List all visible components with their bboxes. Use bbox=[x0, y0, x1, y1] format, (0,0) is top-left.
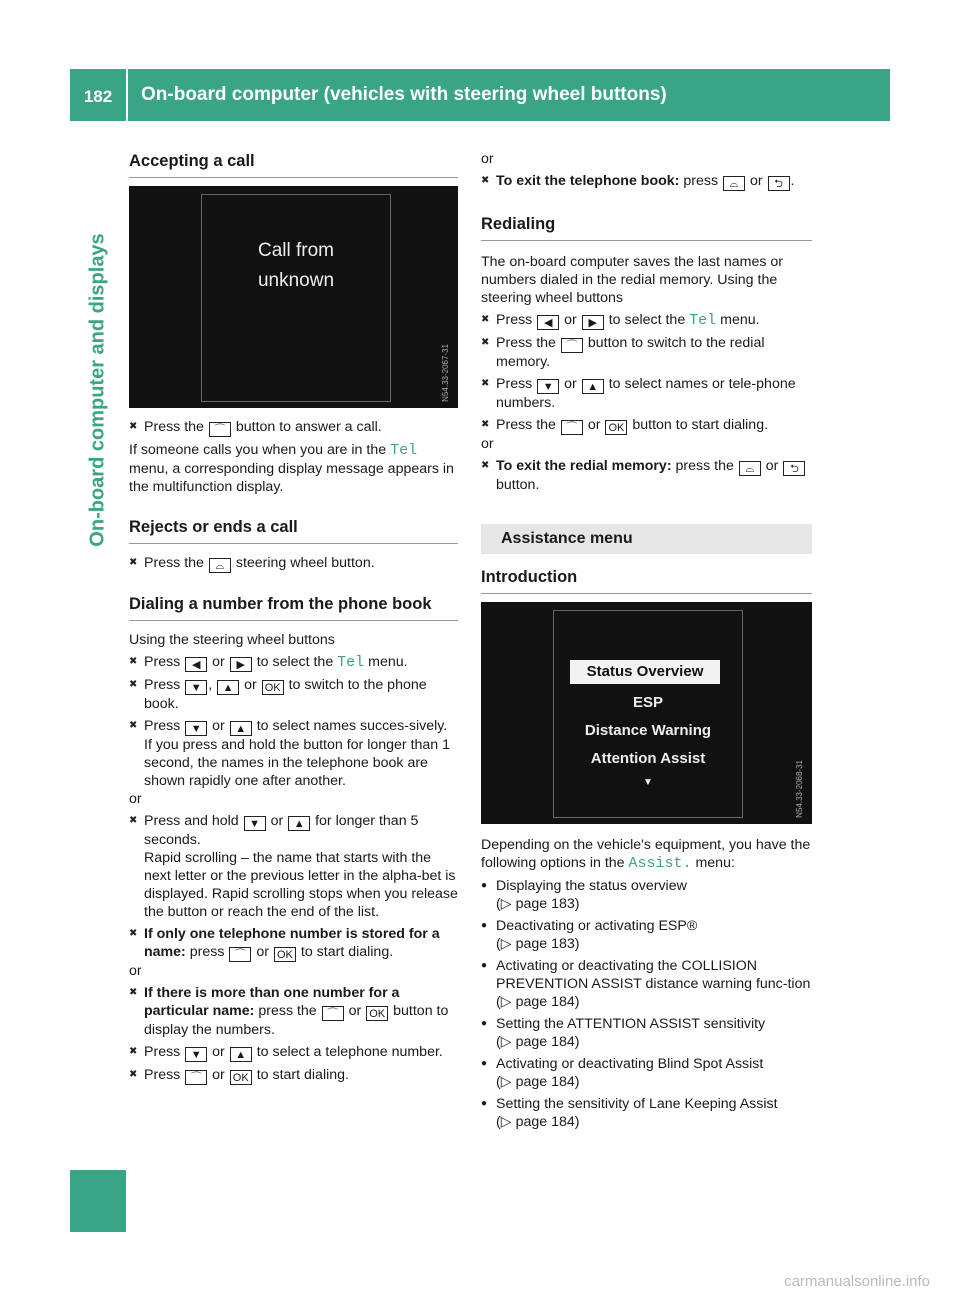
right-key-icon: ▶ bbox=[582, 315, 604, 330]
step: ✖ Press the ⌓ steering wheel button. bbox=[129, 554, 458, 573]
step: ✖ Press ◀ or ▶ to select the Tel menu. bbox=[129, 653, 458, 672]
paragraph: If someone calls you when you are in the Tel menu, a corresponding display message appears in the multifunction display. bbox=[129, 442, 454, 495]
list-item: ● Activating or deactivating the COLLISION PREVENTION ASSIST distance warning func-tion (▷ page 184) bbox=[481, 957, 812, 1011]
step: ✖ Press and hold ▼ or ▲ for longer than 5 seconds. bbox=[129, 812, 458, 849]
down-key-icon: ▼ bbox=[244, 816, 266, 831]
down-key-icon: ▼ bbox=[537, 379, 559, 394]
back-key-icon: ⮌ bbox=[783, 461, 805, 476]
ok-key-icon: OK bbox=[230, 1070, 252, 1085]
ok-key-icon: OK bbox=[262, 680, 284, 695]
footer-watermark: carmanualsonline.info bbox=[784, 1273, 930, 1290]
sidebar-marker bbox=[70, 1170, 126, 1232]
or-text: or bbox=[481, 151, 494, 167]
ok-key-icon: OK bbox=[366, 1006, 388, 1021]
step: ✖ If only one telephone number is stored for a name: press ⌒ or OK to start dialing. bbox=[129, 925, 458, 962]
left-key-icon: ◀ bbox=[185, 657, 207, 672]
left-key-icon: ◀ bbox=[537, 315, 559, 330]
step: ✖ Press ▼ or ▲ to select a telephone number. bbox=[129, 1043, 458, 1062]
down-key-icon: ▼ bbox=[185, 721, 207, 736]
phone-key-icon: ⌒ bbox=[561, 420, 583, 435]
or-text: or bbox=[129, 791, 142, 807]
page-title: On-board computer (vehicles with steering wheel buttons) bbox=[141, 84, 667, 105]
phone-key-icon: ⌒ bbox=[185, 1070, 207, 1085]
menu-item: Attention Assist bbox=[590, 750, 706, 767]
display-line-2: unknown bbox=[257, 270, 335, 291]
display-frame bbox=[201, 194, 391, 402]
hangup-key-icon: ⌓ bbox=[723, 176, 745, 191]
step: ✖ If there is more than one number for a particular name: press the ⌒ or OK button to display the numbers. bbox=[129, 984, 458, 1039]
up-key-icon: ▲ bbox=[230, 721, 252, 736]
phone-key-icon: ⌒ bbox=[229, 947, 251, 962]
list-item: ● Deactivating or activating ESP® (▷ page 183) bbox=[481, 917, 812, 953]
display-line-1: Call from bbox=[257, 240, 334, 261]
paragraph: If you press and hold the button for longer than 1 second, the names in the telephone book are shown rapidly one after another. bbox=[144, 737, 451, 789]
step: ✖ Press ⌒ or OK to start dialing. bbox=[129, 1066, 458, 1085]
section-title-rejects: Rejects or ends a call bbox=[129, 516, 458, 544]
right-column bbox=[481, 150, 812, 1131]
paragraph: Using the steering wheel buttons bbox=[129, 632, 335, 648]
section-title-redialing: Redialing bbox=[481, 213, 812, 241]
section-title-introduction: Introduction bbox=[481, 566, 812, 594]
hangup-key-icon: ⌓ bbox=[209, 558, 231, 573]
up-key-icon: ▲ bbox=[582, 379, 604, 394]
menu-item-selected: Status Overview bbox=[570, 660, 720, 684]
paragraph: Rapid scrolling – the name that starts with the next letter or the previous letter in the alpha-bet is displayed. Rapid scrolling stops when you release the button or reach the end of the list. bbox=[144, 850, 458, 920]
ok-key-icon: OK bbox=[605, 420, 627, 435]
menu-item: ESP bbox=[632, 694, 663, 711]
list-item: ● Setting the sensitivity of Lane Keeping Assist (▷ page 184) bbox=[481, 1095, 812, 1131]
figure-code: N54.33-2068-31 bbox=[795, 760, 804, 818]
up-key-icon: ▲ bbox=[230, 1047, 252, 1062]
phone-key-icon: ⌒ bbox=[209, 422, 231, 437]
call-display-image bbox=[129, 186, 458, 408]
or-text: or bbox=[129, 963, 142, 979]
section-title-dialing: Dialing a number from the phone book bbox=[129, 593, 458, 621]
step: ✖ Press ▼ or ▲ to select names or tele-phone numbers. bbox=[481, 375, 812, 412]
down-key-icon: ▼ bbox=[185, 1047, 207, 1062]
step: ✖ Press the ⌒ button to answer a call. bbox=[129, 418, 458, 437]
page-number: 182 bbox=[83, 87, 113, 106]
section-title-accepting: Accepting a call bbox=[129, 150, 458, 178]
hangup-key-icon: ⌓ bbox=[739, 461, 761, 476]
menu-item: Distance Warning bbox=[584, 722, 712, 739]
list-item: ● Setting the ATTENTION ASSIST sensitivity (▷ page 184) bbox=[481, 1015, 812, 1051]
scroll-down-icon: ▼ bbox=[643, 777, 653, 788]
right-key-icon: ▶ bbox=[230, 657, 252, 672]
paragraph: Depending on the vehicle's equipment, you have the following options in the Assist. menu: bbox=[481, 837, 811, 872]
list-item: ● Displaying the status overview (▷ page 183) bbox=[481, 877, 812, 913]
down-key-icon: ▼ bbox=[185, 680, 207, 695]
step: ✖ To exit the telephone book: press ⌓ or ⮌ . bbox=[481, 172, 812, 191]
ok-key-icon: OK bbox=[274, 947, 296, 962]
or-text: or bbox=[481, 436, 494, 452]
phone-key-icon: ⌒ bbox=[561, 338, 583, 353]
step: ✖ Press ◀ or ▶ to select the Tel menu. bbox=[481, 311, 812, 330]
up-key-icon: ▲ bbox=[217, 680, 239, 695]
back-key-icon: ⮌ bbox=[768, 176, 790, 191]
step: ✖ Press the ⌒ button to switch to the redial memory. bbox=[481, 334, 812, 371]
phone-key-icon: ⌒ bbox=[322, 1006, 344, 1021]
left-column bbox=[129, 150, 458, 1085]
section-title-assistance: Assistance menu bbox=[481, 524, 812, 554]
list-item: ● Activating or deactivating Blind Spot Assist (▷ page 184) bbox=[481, 1055, 812, 1091]
options-list bbox=[481, 877, 812, 1131]
step: ✖ Press ▼ , ▲ or OK to switch to the phone book. bbox=[129, 676, 458, 713]
step: ✖ To exit the redial memory: press the ⌓ or ⮌ button. bbox=[481, 457, 812, 494]
paragraph: The on-board computer saves the last names or numbers dialed in the redial memory. Using the steering wheel buttons bbox=[481, 254, 784, 306]
sidebar-label: On-board computer and displays bbox=[86, 233, 109, 547]
step: ✖ Press ▼ or ▲ to select names succes-sively. bbox=[129, 717, 458, 736]
up-key-icon: ▲ bbox=[288, 816, 310, 831]
step: ✖ Press the ⌒ or OK button to start dialing. bbox=[481, 416, 812, 435]
assist-menu-image bbox=[481, 602, 812, 824]
header-divider bbox=[126, 69, 128, 121]
figure-code: N54.33-2067-31 bbox=[441, 344, 450, 402]
